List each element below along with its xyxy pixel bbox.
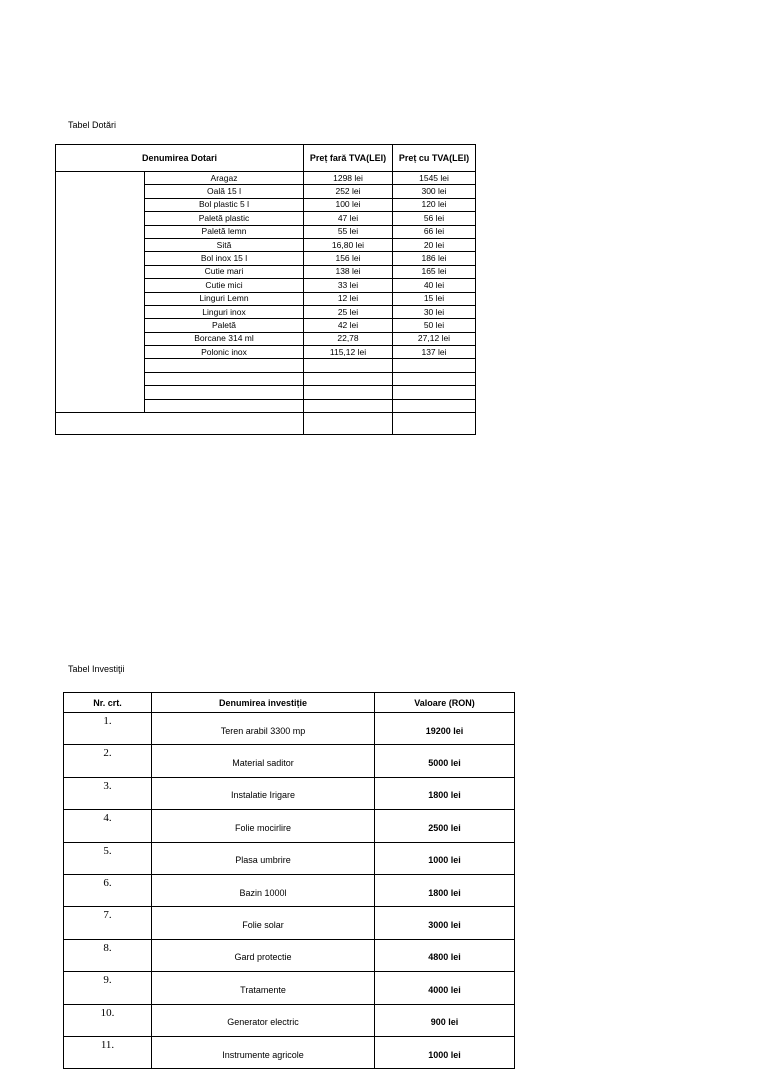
price-without-vat-cell: 115,12 lei — [304, 346, 393, 359]
nr-cell: 5. — [64, 842, 152, 874]
price-without-vat-cell: 47 lei — [304, 212, 393, 225]
item-name-cell: Borcane 314 ml — [145, 332, 304, 345]
header-valoare: Valoare (RON) — [375, 693, 515, 713]
investment-value-cell: 900 lei — [375, 1004, 515, 1036]
item-name-cell: Linguri Lemn — [145, 292, 304, 305]
header-denumire: Denumirea Dotari — [56, 145, 304, 172]
price-without-vat-cell: 42 lei — [304, 319, 393, 332]
price-without-vat-cell: 16,80 lei — [304, 238, 393, 251]
price-with-vat-cell: 56 lei — [393, 212, 476, 225]
investment-value-cell: 1000 lei — [375, 842, 515, 874]
price-with-vat-cell: 27,12 lei — [393, 332, 476, 345]
item-name-cell: Bol inox 15 l — [145, 252, 304, 265]
investment-value-cell: 2500 lei — [375, 810, 515, 842]
table-row — [64, 777, 515, 809]
price-without-vat-cell — [304, 372, 393, 385]
price-without-vat-cell: 252 lei — [304, 185, 393, 198]
investment-value-cell: 4800 lei — [375, 939, 515, 971]
price-with-vat-cell: 20 lei — [393, 238, 476, 251]
item-name-cell — [145, 359, 304, 372]
price-with-vat-cell: 40 lei — [393, 279, 476, 292]
item-name-cell: Linguri inox — [145, 305, 304, 318]
investment-name-cell: Bazin 1000l — [152, 874, 375, 906]
price-without-vat-cell: 33 lei — [304, 279, 393, 292]
price-with-vat-cell — [393, 399, 476, 412]
nr-cell: 10. — [64, 1004, 152, 1036]
price-without-vat-cell: 1298 lei — [304, 172, 393, 185]
nr-cell: 4. — [64, 810, 152, 842]
price-with-vat-cell: 66 lei — [393, 225, 476, 238]
nr-cell: 2. — [64, 745, 152, 777]
item-name-cell: Polonic inox — [145, 346, 304, 359]
header-denumire-investitie: Denumirea investiție — [152, 693, 375, 713]
header-pret-cu-tva: Preț cu TVA(LEI) — [393, 145, 476, 172]
investment-value-cell: 3000 lei — [375, 907, 515, 939]
investment-value-cell: 4000 lei — [375, 972, 515, 1004]
price-without-vat-cell: 12 lei — [304, 292, 393, 305]
price-with-vat-cell: 15 lei — [393, 292, 476, 305]
header-pret-fara-tva: Preț fară TVA(LEI) — [304, 145, 393, 172]
item-name-cell: Sită — [145, 238, 304, 251]
investment-name-cell: Plasa umbrire — [152, 842, 375, 874]
price-without-vat-cell: 156 lei — [304, 252, 393, 265]
investment-name-cell: Instrumente agricole — [152, 1036, 375, 1068]
dotari-header-row — [56, 145, 476, 172]
dotari-table — [55, 144, 476, 435]
item-name-cell — [145, 399, 304, 412]
nr-cell: 1. — [64, 713, 152, 745]
investment-name-cell: Teren arabil 3300 mp — [152, 713, 375, 745]
price-with-vat-cell — [393, 386, 476, 399]
investment-value-cell: 5000 lei — [375, 745, 515, 777]
price-without-vat-cell: 100 lei — [304, 198, 393, 211]
investitii-table — [63, 692, 515, 1069]
nr-cell: 9. — [64, 972, 152, 1004]
investment-name-cell: Folie mocirlire — [152, 810, 375, 842]
nr-cell: 8. — [64, 939, 152, 971]
price-without-vat-cell — [304, 359, 393, 372]
investment-value-cell: 1000 lei — [375, 1036, 515, 1068]
price-with-vat-cell: 1545 lei — [393, 172, 476, 185]
nr-cell: 6. — [64, 874, 152, 906]
investment-value-cell: 1800 lei — [375, 777, 515, 809]
price-without-vat-cell: 25 lei — [304, 305, 393, 318]
price-with-vat-cell: 120 lei — [393, 198, 476, 211]
table-row — [64, 939, 515, 971]
table-row — [64, 1004, 515, 1036]
nr-cell: 3. — [64, 777, 152, 809]
price-with-vat-cell: 186 lei — [393, 252, 476, 265]
item-name-cell — [145, 372, 304, 385]
price-without-vat-cell: 22,78 — [304, 332, 393, 345]
price-with-vat-cell — [393, 359, 476, 372]
price-without-vat-cell — [304, 386, 393, 399]
table-row — [64, 972, 515, 1004]
item-name-cell: Aragaz — [145, 172, 304, 185]
table-row — [64, 842, 515, 874]
investitii-header-row — [64, 693, 515, 713]
investment-name-cell: Tratamente — [152, 972, 375, 1004]
price-with-vat-cell: 137 lei — [393, 346, 476, 359]
price-with-vat-cell — [393, 372, 476, 385]
investment-name-cell: Generator electric — [152, 1004, 375, 1036]
table-row — [64, 810, 515, 842]
item-name-cell: Bol plastic 5 l — [145, 198, 304, 211]
table-row — [64, 1036, 515, 1068]
item-name-cell: Cutie mari — [145, 265, 304, 278]
price-without-vat-cell: 55 lei — [304, 225, 393, 238]
total-with-vat-cell — [393, 413, 476, 435]
item-name-cell: Paletă plastic — [145, 212, 304, 225]
item-name-cell: Paletă — [145, 319, 304, 332]
header-nr-crt: Nr. crt. — [64, 693, 152, 713]
item-name-cell: Oală 15 l — [145, 185, 304, 198]
nr-cell: 11. — [64, 1036, 152, 1068]
price-with-vat-cell: 300 lei — [393, 185, 476, 198]
total-row — [56, 413, 476, 435]
price-without-vat-cell — [304, 399, 393, 412]
blank-cell — [56, 172, 145, 413]
price-without-vat-cell: 138 lei — [304, 265, 393, 278]
nr-cell: 7. — [64, 907, 152, 939]
table-row — [64, 907, 515, 939]
investment-name-cell: Folie solar — [152, 907, 375, 939]
price-with-vat-cell: 165 lei — [393, 265, 476, 278]
investment-value-cell: 19200 lei — [375, 713, 515, 745]
item-name-cell: Paletă lemn — [145, 225, 304, 238]
investment-name-cell: Gard protectie — [152, 939, 375, 971]
price-with-vat-cell: 30 lei — [393, 305, 476, 318]
investment-name-cell: Instalatie Irigare — [152, 777, 375, 809]
investment-name-cell: Material saditor — [152, 745, 375, 777]
table-row — [56, 172, 476, 185]
total-without-vat-cell — [304, 413, 393, 435]
item-name-cell — [145, 386, 304, 399]
table-row — [64, 745, 515, 777]
dotari-caption: Tabel Dotări — [68, 120, 117, 130]
total-label-cell — [56, 413, 304, 435]
investitii-caption: Tabel Investiţii — [68, 664, 125, 674]
table-row — [64, 874, 515, 906]
table-row — [64, 713, 515, 745]
investment-value-cell: 1800 lei — [375, 874, 515, 906]
price-with-vat-cell: 50 lei — [393, 319, 476, 332]
item-name-cell: Cutie mici — [145, 279, 304, 292]
